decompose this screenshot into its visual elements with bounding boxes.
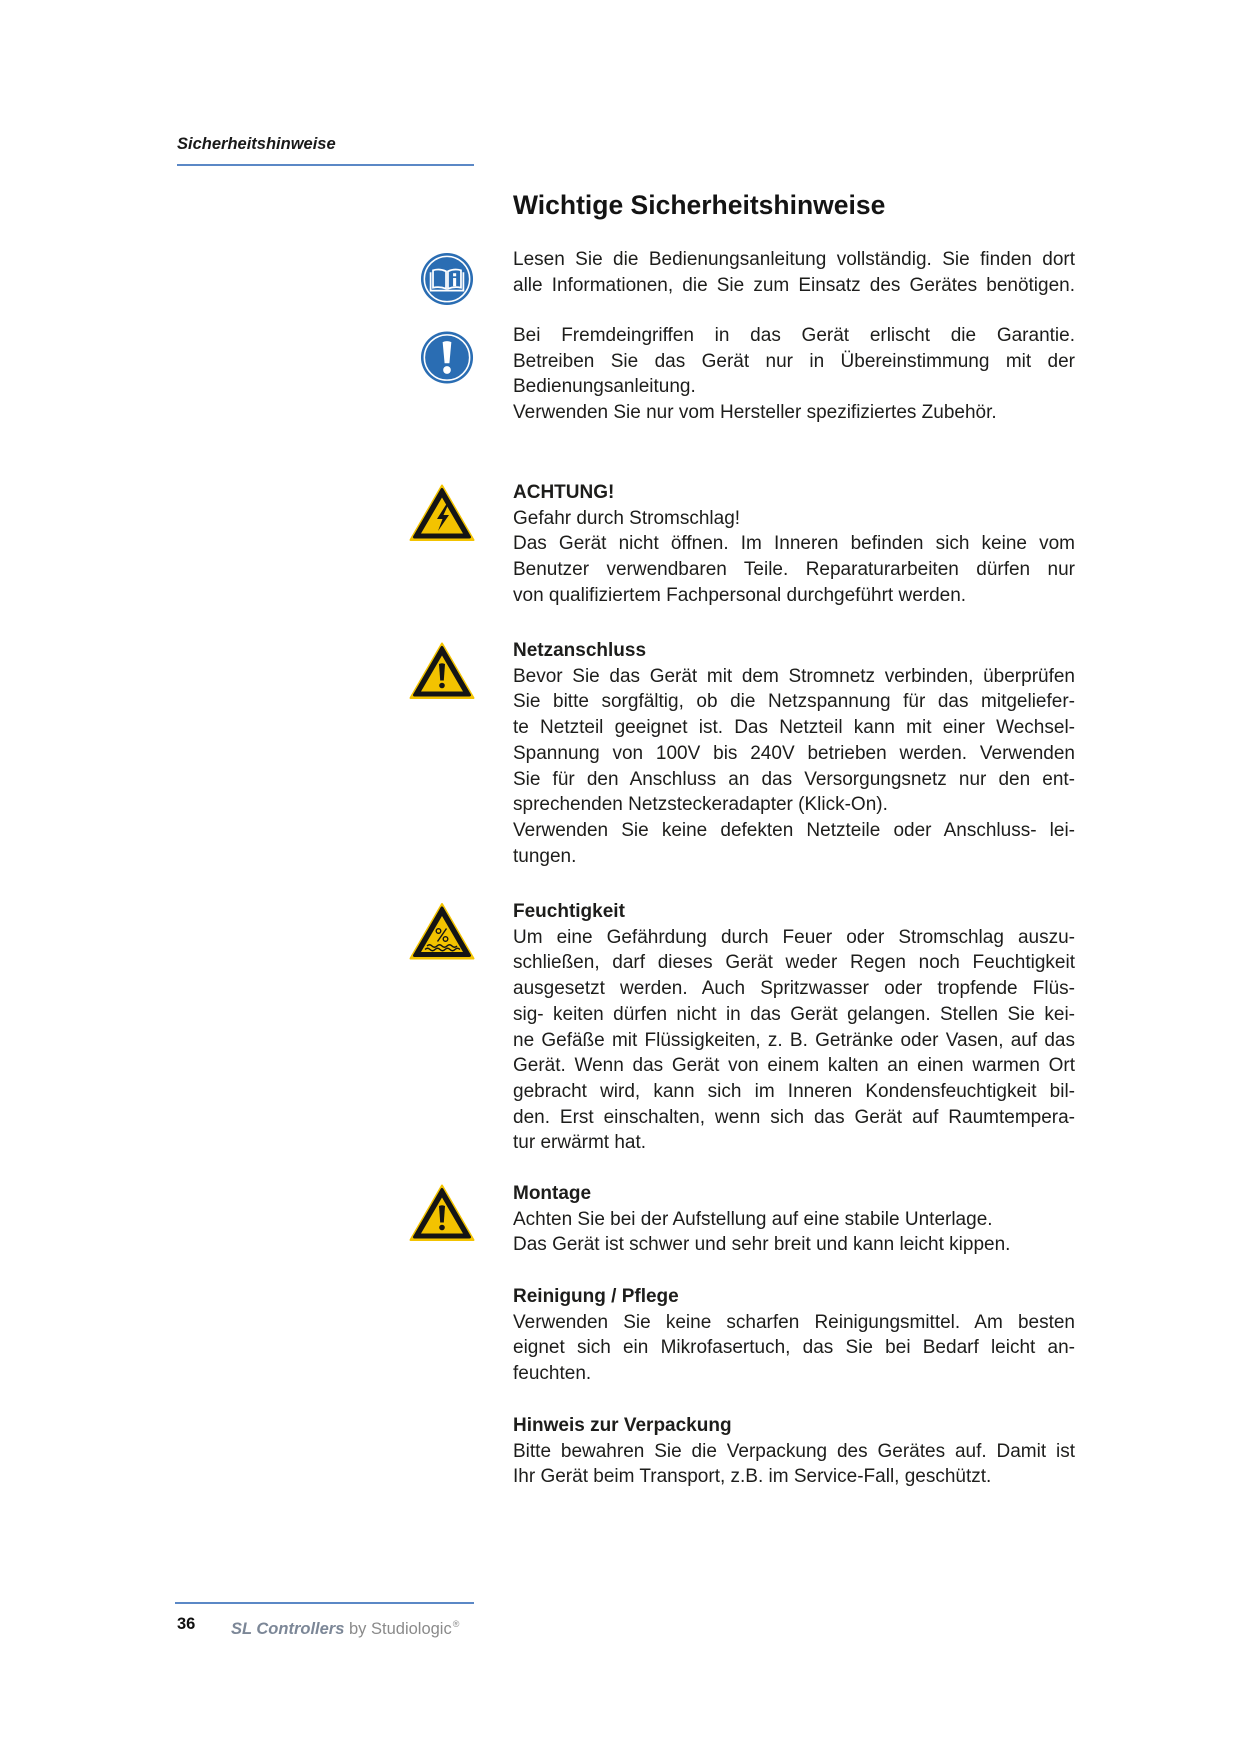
page-title: Wichtige Sicherheitshinweise [513, 190, 886, 220]
text-line: alle Informationen, die Sie zum Einsatz des Gerätes benötigen. [513, 274, 1075, 296]
registered-mark: ® [452, 1619, 460, 1629]
block-heading: Hinweis zur Verpackung [513, 1415, 732, 1436]
general-warning-icon [409, 642, 475, 700]
safety-block-electric-shock [513, 480, 1075, 609]
safety-block-warranty [513, 323, 1075, 426]
text-line: Bitte bewahren Sie die Verpackung des Gerätes auf. Damit ist [513, 1440, 1075, 1462]
text-line: Sie bitte sorgfältig, ob die Netzspannung für das mitgeliefer- [513, 691, 1075, 713]
text-line: Lesen Sie die Bedienungsanleitung vollständig. Sie finden dort [513, 249, 1075, 270]
block-heading: Feuchtigkeit [513, 901, 625, 922]
general-warning-icon [409, 1184, 475, 1242]
text-line: Spannung von 100V bis 240V betrieben werden. Verwenden [513, 742, 1075, 764]
text-line: eignet sich ein Mikrofasertuch, das Sie bei Bedarf leicht an- [513, 1337, 1075, 1359]
page-number: 36 [177, 1615, 196, 1633]
text-line: Betreiben Sie das Gerät nur in Übereinstimmung mit der [513, 350, 1075, 372]
info-book-icon [420, 252, 474, 306]
text-line: ne Gefäße mit Flüssigkeiten, z. B. Getränke oder Vasen, auf das [513, 1029, 1075, 1051]
text-line: sig- keiten dürfen nicht in das Gerät gelangen. Stellen Sie kei- [513, 1003, 1075, 1025]
text-line: tungen. [513, 845, 577, 867]
text-line: schließen, darf dieses Gerät weder Regen noch Feuchtigkeit [513, 952, 1075, 974]
text-line: feuchten. [513, 1363, 592, 1385]
electric-shock-warning-icon [409, 484, 475, 542]
safety-block-packaging [513, 1413, 1075, 1490]
text-line: Bedienungsanleitung. [513, 376, 696, 398]
brand-name: by Studiologic [348, 1620, 452, 1638]
product-name: SL Controllers [231, 1620, 345, 1638]
text-line: den. Erst einschalten, wenn sich das Gerät auf Raumtempera- [513, 1106, 1075, 1128]
safety-block-cleaning [513, 1284, 1075, 1387]
block-heading: ACHTUNG! [513, 482, 615, 503]
text-line: sprechenden Netzsteckeradapter (Klick-On). [513, 794, 888, 816]
block-heading: Reinigung / Pflege [513, 1286, 679, 1307]
text-line: Bevor Sie das Gerät mit dem Stromnetz verbinden, überprüfen [513, 665, 1075, 687]
header-divider [177, 164, 474, 166]
safety-block-read-manual [513, 247, 1075, 298]
footer-brand [231, 1614, 459, 1639]
text-line: ausgesetzt werden. Auch Spritzwasser oder tropfende Flüs- [513, 978, 1075, 1000]
text-line: tur erwärmt hat. [513, 1132, 647, 1154]
text-line: te Netzteil geeignet ist. Das Netzteil kann mit einer Wechsel- [513, 717, 1075, 739]
text-line: Gefahr durch Stromschlag! [513, 507, 741, 529]
moisture-warning-icon [409, 902, 475, 961]
safety-block-power-connection [513, 638, 1075, 869]
section-title: Sicherheitshinweise [177, 135, 336, 153]
text-line: Achten Sie bei der Aufstellung auf eine stabile Unterlage. [513, 1208, 993, 1230]
text-line: gebracht wird, kann sich im Inneren Kondensfeuchtigkeit bil- [513, 1080, 1075, 1102]
text-line: Um eine Gefährdung durch Feuer oder Stromschlag auszu- [513, 926, 1075, 948]
text-line: Das Gerät ist schwer und sehr breit und kann leicht kippen. [513, 1234, 1011, 1256]
mandatory-exclamation-icon [420, 330, 474, 385]
text-line: Das Gerät nicht öffnen. Im Inneren befinden sich keine vom [513, 533, 1075, 555]
text-line: von qualifiziertem Fachpersonal durchgeführt werden. [513, 584, 967, 606]
block-heading: Netzanschluss [513, 640, 647, 661]
text-line: Verwenden Sie keine defekten Netzteile oder Anschluss- lei- [513, 819, 1075, 841]
text-line: Gerät. Wenn das Gerät von einem kalten an einen warmen Ort [513, 1055, 1075, 1077]
text-line: Ihr Gerät beim Transport, z.B. im Service-Fall, geschützt. [513, 1466, 992, 1488]
safety-block-moisture [513, 899, 1075, 1156]
block-heading: Montage [513, 1183, 592, 1204]
text-line: Verwenden Sie nur vom Hersteller spezifiziertes Zubehör. [513, 402, 997, 424]
footer-divider [175, 1602, 474, 1604]
text-line: Benutzer verwendbaren Teile. Reparaturarbeiten dürfen nur [513, 559, 1075, 581]
text-line: Verwenden Sie keine scharfen Reinigungsmittel. Am besten [513, 1311, 1075, 1333]
text-line: Bei Fremdeingriffen in das Gerät erlischt die Garantie. [513, 325, 1075, 346]
safety-block-mounting [513, 1181, 1075, 1258]
text-line: Sie für den Anschluss an das Versorgungsnetz nur den ent- [513, 768, 1075, 790]
